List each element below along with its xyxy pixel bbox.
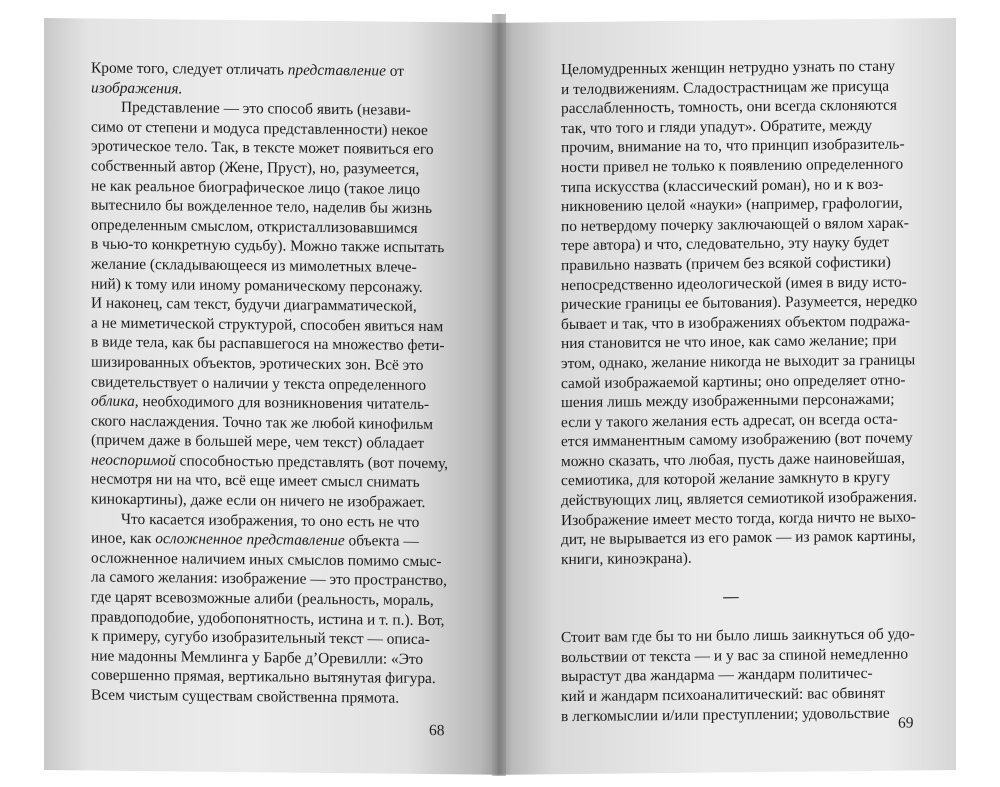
text-run: кинокартины), даже если он ничего не изображает. bbox=[91, 490, 426, 512]
text-run: (причем даже в большей мере, чем текст) обладает bbox=[91, 431, 425, 453]
text-run: вольствии от текста — и у вас за спиной немедленно bbox=[561, 645, 909, 666]
text-run: самой изображаемой картины; оно определяет отно- bbox=[561, 371, 906, 392]
open-book bbox=[44, 18, 956, 770]
text-run: прочим, внимание на то, что принцип изобразитель- bbox=[561, 135, 905, 157]
text-run: Изображение имеет место тогда, когда ничто не выхо- bbox=[561, 508, 916, 529]
text-run: ется имманентным самому изображению (вот почему bbox=[561, 429, 913, 451]
left-page bbox=[44, 18, 498, 775]
text-run: кий и жандарм психоаналитический: вас обвинят bbox=[561, 684, 885, 706]
text-run: вырастут два жандарма — жандарм политичес- bbox=[561, 665, 873, 686]
text-run: вытеснило бы вожделенное тело, наделив бы жизнь bbox=[91, 196, 433, 218]
text-run: непосредственно идеологической (имея в виду исто- bbox=[561, 273, 907, 294]
text-line bbox=[561, 527, 917, 550]
text-run: шизированных объектов, эротических зон. Всё это bbox=[91, 353, 424, 374]
text-run: Целомудренных женщин нетрудно узнать по стану bbox=[561, 57, 896, 79]
text-run: ла самого желания: изображение — это пространство, bbox=[91, 568, 447, 590]
text-run: свидетельствует о наличии у текста определенного bbox=[91, 372, 427, 394]
book-spine-shadow bbox=[492, 14, 506, 776]
text-run: в виде тела, как бы распавшегося на множество фети- bbox=[91, 333, 445, 355]
text-run: и телодвижениям. Сладострастницам же присуща bbox=[561, 77, 890, 98]
text-run: ние мадонны Мемлинга у Барбе д’Оревилли: «Это bbox=[91, 647, 424, 668]
text-run: Всем чистым существам свойственна прямота. bbox=[91, 686, 400, 707]
right-page-number: 69 bbox=[898, 714, 914, 732]
right-page bbox=[498, 18, 956, 775]
italic-text: представление bbox=[287, 61, 386, 80]
text-run: от bbox=[385, 62, 405, 80]
text-run: симо от степени и модуса представленности) некое bbox=[91, 118, 428, 139]
text-run: действующих лиц, является семиотикой изображения. bbox=[561, 488, 917, 510]
text-run: определенным смыслом, откристаллизовавшимся bbox=[91, 216, 418, 237]
text-run: тере автора) и что, следовательно, эту науку будет bbox=[561, 234, 889, 255]
text-run: ского наслаждения. Точно так же любой кинофильм bbox=[91, 412, 433, 433]
text-run: несмотря ни на что, всё еще имеет смысл снимать bbox=[91, 470, 420, 492]
text-run: никновению целой «науки» (например, графологии, bbox=[561, 194, 903, 216]
text-line bbox=[561, 703, 917, 726]
text-run: И наконец, сам текст, будучи диаграмматической, bbox=[91, 294, 417, 316]
text-run: расслабленность, томность, они всегда склоняются bbox=[561, 96, 897, 118]
text-run: по нетвердому почерку заключающей о вялом харак- bbox=[561, 214, 909, 235]
text-run: бывает и так, что в изображениях объектом подража- bbox=[561, 312, 911, 333]
left-page-number: 68 bbox=[429, 722, 445, 740]
text-run: ния становится не что иное, как само желание; при bbox=[561, 331, 897, 353]
text-run: семиотика, для которой желание замкнуто в кругу bbox=[561, 469, 891, 490]
text-run: Что касается изображения, то оно есть не что bbox=[121, 510, 420, 531]
italic-text: осложненное представление bbox=[155, 530, 345, 550]
italic-text: неоспоримой bbox=[91, 451, 176, 470]
text-run: совершенно прямая, вертикально вытянутая фигура. bbox=[91, 666, 436, 688]
text-run: в легкомыслии и/или преступлении; удовольствие bbox=[561, 704, 890, 725]
text-run: так, что того и гляди упадут». Обратите, между bbox=[561, 116, 873, 137]
text-run: не как реальное биографическое лицо (такое лицо bbox=[91, 177, 421, 198]
text-run: собственный автор (Жене, Пруст), но, разумеется, bbox=[91, 157, 420, 178]
text-run: объекта — bbox=[344, 532, 419, 551]
text-run: шения лишь между изображенными персонажами; bbox=[561, 390, 895, 412]
text-run: этом, однако, желание никогда не выходит за границы bbox=[561, 351, 916, 373]
text-run: дит, не вырывается из его рамок — из рамок картины, bbox=[561, 527, 916, 549]
text-run: к примеру, сугубо изобразительный текст — описа- bbox=[91, 627, 430, 649]
text-run: ний) к тому или иному романическому персонажу. bbox=[91, 275, 423, 296]
text-run: книги, киноэкрана). bbox=[561, 549, 692, 568]
text-line bbox=[91, 685, 448, 708]
text-run: а не миметической структурой, способен явиться нам bbox=[91, 314, 444, 335]
text-run: правильно назвать (причем без всякой софистики) bbox=[561, 253, 891, 275]
left-page-text bbox=[91, 58, 448, 708]
text-run: ности привел не только к появлению определенного bbox=[561, 155, 904, 177]
text-run: типа искусства (классический роман), но и к воз- bbox=[561, 175, 884, 196]
text-run: Кроме того, следует отличать bbox=[91, 59, 288, 79]
text-run: Представление — это способ явить (незави- bbox=[121, 98, 411, 120]
text-run: правдоподобие, удобопонятность, истина и т. п.). Вот, bbox=[91, 608, 445, 629]
text-run: в чью-то конкретную судьбу). Можно также испытать bbox=[91, 235, 445, 257]
text-run: где царят всевозможные алиби (реальность, мораль, bbox=[91, 588, 434, 610]
italic-text: изображения. bbox=[91, 79, 183, 98]
text-run: можно сказать, что любая, пусть даже наиновейшая, bbox=[561, 449, 905, 471]
text-run: иное, как bbox=[91, 529, 156, 548]
text-run: если у такого желания есть адресат, он всегда оста- bbox=[561, 410, 898, 431]
section-separator: — bbox=[723, 588, 739, 606]
right-page-text bbox=[561, 56, 917, 726]
text-run: Стоит вам где бы то ни было лишь заикнуться об удо- bbox=[561, 625, 915, 647]
text-run: рические границы ее бытования). Разумеется, нередко bbox=[561, 292, 918, 314]
text-run: эротическое тело. Так, в тексте может появиться его bbox=[91, 137, 434, 159]
italic-text: облика, bbox=[91, 392, 139, 411]
text-run: необходимого для возникновения читатель- bbox=[138, 393, 430, 414]
text-run: желание (складывающееся из мимолетных влече- bbox=[91, 255, 417, 276]
text-run: способностью представлять (вот почему, bbox=[175, 452, 448, 473]
text-run: осложненное наличием иных смыслов помимо смыс- bbox=[91, 549, 442, 571]
